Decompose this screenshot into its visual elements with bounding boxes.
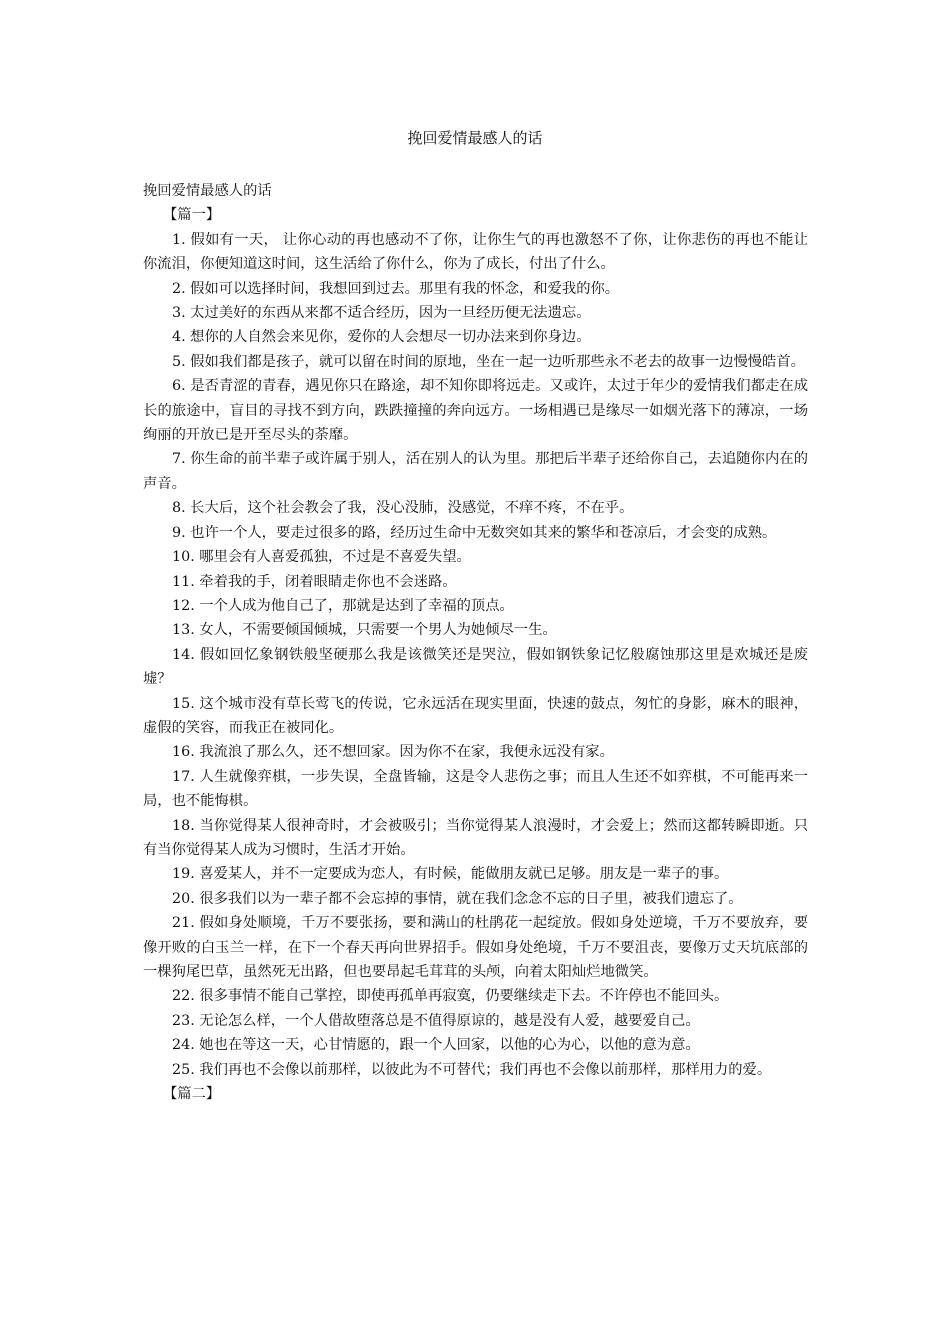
list-item: 23. 无论怎么样，一个人借故堕落总是不值得原谅的，越是没有人爱，越要爱自己。	[172, 1012, 700, 1029]
list-item: 1. 假如有一天， 让你心动的再也感动不了你，让你生气的再也激怒不了你，让你悲伤的再也不能让你流泪，你便知道这时间，这生活给了你什么，你为了成长，付出了什么。	[143, 231, 808, 273]
list-item: 22. 很多事情不能自己掌控，即使再孤单再寂寞，仍要继续走下去。不许停也不能回头。	[172, 988, 729, 1005]
list-item: 8. 长大后，这个社会教会了我，没心没肺，没感觉，不痒不疼，不在乎。	[172, 500, 634, 517]
list-item: 3. 太过美好的东西从来都不适合经历，因为一旦经历便无法遗忘。	[172, 305, 591, 322]
list-item: 17. 人生就像弈棋，一步失误，全盘皆输，这是令人悲伤之事；而且人生还不如弈棋，不可能再来一局，也不能悔棋。	[143, 768, 808, 810]
list-item: 5. 假如我们都是孩子，就可以留在时间的原地，坐在一起一边听那些永不老去的故事一边慢慢皓首。	[172, 353, 805, 370]
quote-list	[143, 228, 808, 1082]
section-heading-two: 【篇二】	[163, 1086, 221, 1103]
list-item: 15. 这个城市没有草长莺飞的传说，它永远活在现实里面，快速的鼓点，匆忙的身影，麻木的眼神，虚假的笑容，而我正在被同化。	[143, 695, 808, 736]
list-item: 20. 很多我们以为一辈子都不会忘掉的事情，就在我们念念不忘的日子里，被我们遗忘了。	[172, 890, 743, 907]
list-item: 19. 喜爱某人，并不一定要成为恋人，有时候，能做朋友就已足够。朋友是一辈子的事。	[172, 866, 729, 883]
list-item: 2. 假如可以选择时间，我想回到过去。那里有我的怀念，和爱我的你。	[172, 280, 620, 297]
list-item: 11. 牵着我的手，闭着眼睛走你也不会迷路。	[172, 573, 457, 590]
document-body	[143, 179, 808, 1106]
section-heading-one: 【篇一】	[163, 207, 221, 224]
document-subtitle: 挽回爱情最感人的话	[143, 183, 272, 199]
list-item: 6. 是否青涩的青春，遇见你只在路途，却不知你即将远走。又或许，太过于年少的爱情我们都走在成长的旅途中，盲目的寻找不到方向，跌跌撞撞的奔向远方。一场相遇已是缘尽一如烟光落下的薄凉，一场绚丽的开放已是开至尽头的荼靡。	[143, 378, 808, 444]
list-item: 7. 你生命的前半辈子或许属于别人，活在别人的认为里。那把后半辈子还给你自己，去追随你内在的声音。	[143, 451, 808, 492]
list-item: 21. 假如身处顺境，千万不要张扬，要和满山的杜鹃花一起绽放。假如身处逆境，千万不要放弃，要像开败的白玉兰一样，在下一个春天再向世界招手。假如身处绝境，千万不要沮丧，要像万丈天坑底部的一棵狗尾巴草，虽然死无出路，但也要昂起毛茸茸的头颅，向着太阳灿烂地微笑。	[143, 915, 808, 980]
list-item: 25. 我们再也不会像以前那样，以彼此为不可替代；我们再也不会像以前那样，那样用力的爱。	[172, 1061, 772, 1078]
list-item: 4. 想你的人自然会来见你，爱你的人会想尽一切办法来到你身边。	[172, 329, 591, 346]
list-item: 16. 我流浪了那么久，还不想回家。因为你不在家，我便永远没有家。	[172, 744, 614, 761]
list-item: 10. 哪里会有人喜爱孤独，不过是不喜爱失望。	[172, 549, 471, 566]
document-title: 挽回爱情最感人的话	[407, 129, 543, 147]
list-item: 9. 也许一个人，要走过很多的路，经历过生命中无数突如其来的繁华和苍凉后，才会变的成熟。	[172, 524, 777, 541]
list-item: 13. 女人，不需要倾国倾城，只需要一个男人为她倾尽一生。	[172, 622, 557, 639]
list-item: 12. 一个人成为他自己了，那就是达到了幸福的顶点。	[172, 597, 514, 614]
list-item: 14. 假如回忆象钢铁般坚硬那么我是该微笑还是哭泣，假如钢铁象记忆般腐蚀那这里是欢城还是废墟？	[143, 646, 808, 688]
list-item: 24. 她也在等这一天，心甘情愿的，跟一个人回家，以他的心为心，以他的意为意。	[172, 1037, 700, 1054]
list-item: 18. 当你觉得某人很神奇时，才会被吸引；当你觉得某人浪漫时，才会爱上；然而这都转瞬即逝。只有当你觉得某人成为习惯时，生活才开始。	[143, 817, 808, 858]
